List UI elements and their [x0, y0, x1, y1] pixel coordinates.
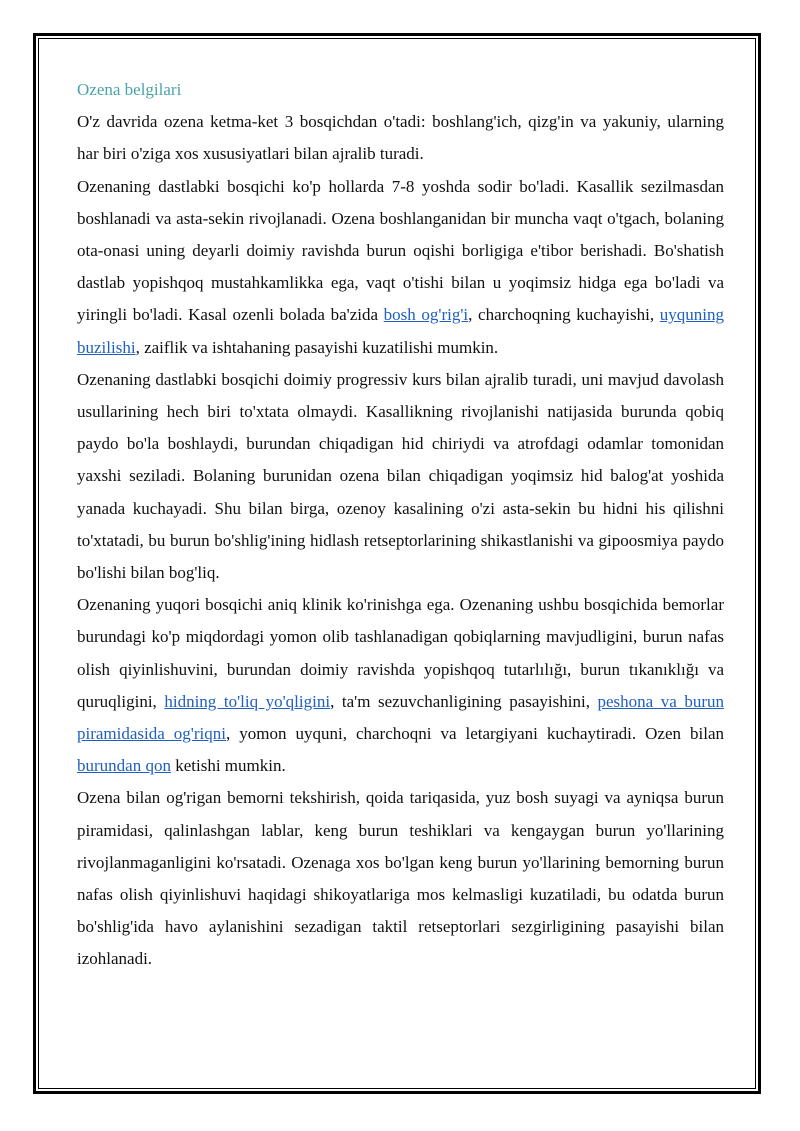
- paragraph-text: Ozena bilan og'rigan bemorni tekshirish, qoida tariqasida, yuz bosh suyagi va ayniqsa burun piramidasi, qalinlashgan lablar, keng burun teshiklari va kengaygan burun yo'llarining rivojlanmaganligini ko'rsatadi. Ozenaga xos bo'lgan keng burun yo'llarining bemorning burun nafas olish qiyinlishuvi haqidagi shikoyatlariga mos kelmasligi kuzatiladi, bu odatda burun bo'shlig'ida havo aylanishini sezadigan taktil retseptorlari sezgirligining pasayishi bilan izohlanadi.: [77, 788, 724, 969]
- paragraph-text: Ozenaning dastlabki bosqichi doimiy progressiv kurs bilan ajralib turadi, uni mavjud davolash usullarining hech biri to'xtata olmaydi. Kasallikning rivojlanishi natijasida burunda qobiq paydo bo'la boshlaydi, burundan chiqadigan hid chiriydi va atrofdagi odamlar tomonidan yaxshi seziladi. Bolaning burunidan ozena bilan chiqadigan yoqimsiz hid balog'at yoshida yanada kuchayadi. Shu bilan birga, ozenoy kasalining o'zi asta-sekin bu hidni his qilishni to'xtatadi, bu burun bo'shlig'ining hidlash retseptorlarining shikastlanishi va gipoosmiya paydo bo'lishi bilan bog'liq.: [77, 369, 724, 583]
- inline-link[interactable]: hidning to'liq yo'qligini: [164, 691, 331, 711]
- paragraph-text: , yomon uyquni, charchoqni va letargiyani kuchaytiradi. Ozen bilan: [225, 724, 724, 744]
- paragraph: [77, 171, 724, 364]
- section-heading: Ozena belgilari: [77, 80, 182, 99]
- paragraph-text: Ozenaning dastlabki bosqichi ko'p hollarda 7-8 yoshda sodir bo'ladi. Kasallik sezilmasdan boshlanadi va asta-sekin rivojlanadi. Ozena boshlanganidan bir muncha vaqt o'tgach, bolaning ota-onasi uning deyarli doimiy ravishda burun oqishi borligiga e'tibor berishadi. Bo'shatish dastlab yopishqoq mustahkamlikka ega, vaqt o'tishi bilan u yoqimsiz hidga ega bo'ladi va yiringli bo'ladi. Kasal ozenli bolada ba'zida: [77, 176, 724, 325]
- paragraph: [77, 589, 724, 782]
- paragraphs: [77, 106, 724, 975]
- paragraph: [77, 364, 724, 589]
- paragraph: [77, 106, 724, 170]
- document-body: [77, 74, 724, 976]
- paragraph-text: Ozenaning yuqori bosqichi aniq klinik ko'rinishga ega. Ozenaning ushbu bosqichida bemorlar burundagi ko'p miqdordagi yomon olib tashlanadigan qobiqlarning mavjudligini, burun nafas olish qiyinlishuvini, burundan doimiy ravishda yopishqoq tutarlılığı, burun tıkanıklığı va quruqligini,: [77, 595, 724, 711]
- paragraph-text: ketishi mumkin.: [170, 756, 286, 776]
- paragraph-text: , ta'm sezuvchanligining pasayishini,: [330, 691, 598, 711]
- paragraph-text: , zaiflik va ishtahaning pasayishi kuzatilishi mumkin.: [135, 337, 499, 357]
- inline-link[interactable]: uyquning buzilishi: [77, 305, 724, 357]
- paragraph-text: O'z davrida ozena ketma-ket 3 bosqichdan o'tadi: boshlang'ich, qizg'in va yakuniy, ularning har biri o'ziga xos xususiyatlari bilan ajralib turadi.: [77, 112, 724, 164]
- paragraph: [77, 782, 724, 975]
- inline-link[interactable]: peshona va burun piramidasida og'riqni: [77, 691, 724, 744]
- paragraph-text: , charchoqning kuchayishi,: [468, 305, 660, 325]
- inline-link[interactable]: bosh og'rig'i: [383, 305, 469, 325]
- inline-link[interactable]: burundan qon: [77, 756, 171, 776]
